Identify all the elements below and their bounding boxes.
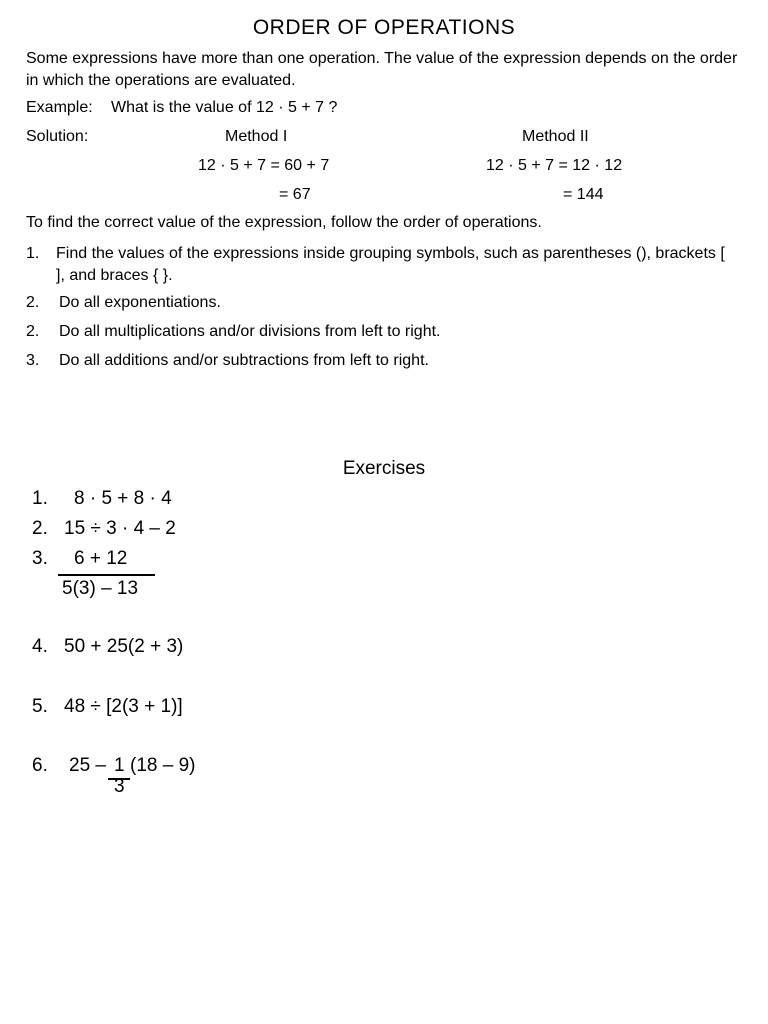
exercise-2-number: 2. xyxy=(32,518,48,539)
method1-line2: = 67 xyxy=(279,186,311,203)
exercise-6-fraction-numerator: 1 xyxy=(114,755,125,776)
example-label: Example: xyxy=(26,99,93,116)
step-number: 2. xyxy=(26,323,40,340)
exercise-2-expression: 15 ÷ 3 · 4 – 2 xyxy=(64,518,176,539)
step-2 xyxy=(26,292,726,314)
exercise-6-prefix: 25 – xyxy=(69,755,106,776)
step-number: 3. xyxy=(26,352,40,369)
step-4 xyxy=(26,350,726,372)
exercises-title: Exercises xyxy=(342,458,426,479)
exercise-1-expression: 8 · 5 + 8 · 4 xyxy=(74,488,172,509)
exercise-1-number: 1. xyxy=(32,488,48,509)
step-number: 2. xyxy=(26,294,40,311)
exercise-4-expression: 50 + 25(2 + 3) xyxy=(64,636,184,657)
intro-paragraph: Some expressions have more than one operation. The value of the expression depends on the order in which the operations are evaluated. xyxy=(26,50,738,89)
step-text: Do all additions and/or subtractions from left to right. xyxy=(59,352,429,369)
exercise-3-denominator: 5(3) – 13 xyxy=(62,578,139,599)
exercise-6-number: 6. xyxy=(32,755,48,776)
solution-label: Solution: xyxy=(26,128,89,145)
method1-line1: 12 · 5 + 7 = 60 + 7 xyxy=(198,157,330,174)
exercise-6-suffix: (18 – 9) xyxy=(130,755,196,776)
example-question: What is the value of 12 · 5 + 7 ? xyxy=(111,99,338,116)
step-text: Do all multiplications and/or divisions from left to right. xyxy=(59,323,441,340)
method2-line2: = 144 xyxy=(563,186,604,203)
step-1 xyxy=(26,243,726,287)
step-text: Find the values of the expressions inside grouping symbols, such as parentheses (), brackets [ ], and braces { }. xyxy=(56,245,725,284)
exercise-3-numerator: 6 + 12 xyxy=(74,548,128,569)
exercise-3-fraction-bar xyxy=(58,574,155,576)
method2-line1: 12 · 5 + 7 = 12 · 12 xyxy=(486,157,623,174)
exercise-5-number: 5. xyxy=(32,696,48,717)
exercise-4-number: 4. xyxy=(32,636,48,657)
exercise-5-expression: 48 ÷ [2(3 + 1)] xyxy=(64,696,183,717)
page-title: ORDER OF OPERATIONS xyxy=(252,16,516,39)
method1-heading: Method I xyxy=(225,128,288,145)
step-text: Do all exponentiations. xyxy=(59,294,221,311)
step-number: 1. xyxy=(26,245,40,262)
method2-heading: Method II xyxy=(522,128,589,145)
exercise-6-fraction-denominator: 3 xyxy=(114,776,125,797)
rule-intro: To find the correct value of the expression, follow the order of operations. xyxy=(26,214,542,231)
step-3 xyxy=(26,321,726,343)
exercise-3-number: 3. xyxy=(32,548,48,569)
